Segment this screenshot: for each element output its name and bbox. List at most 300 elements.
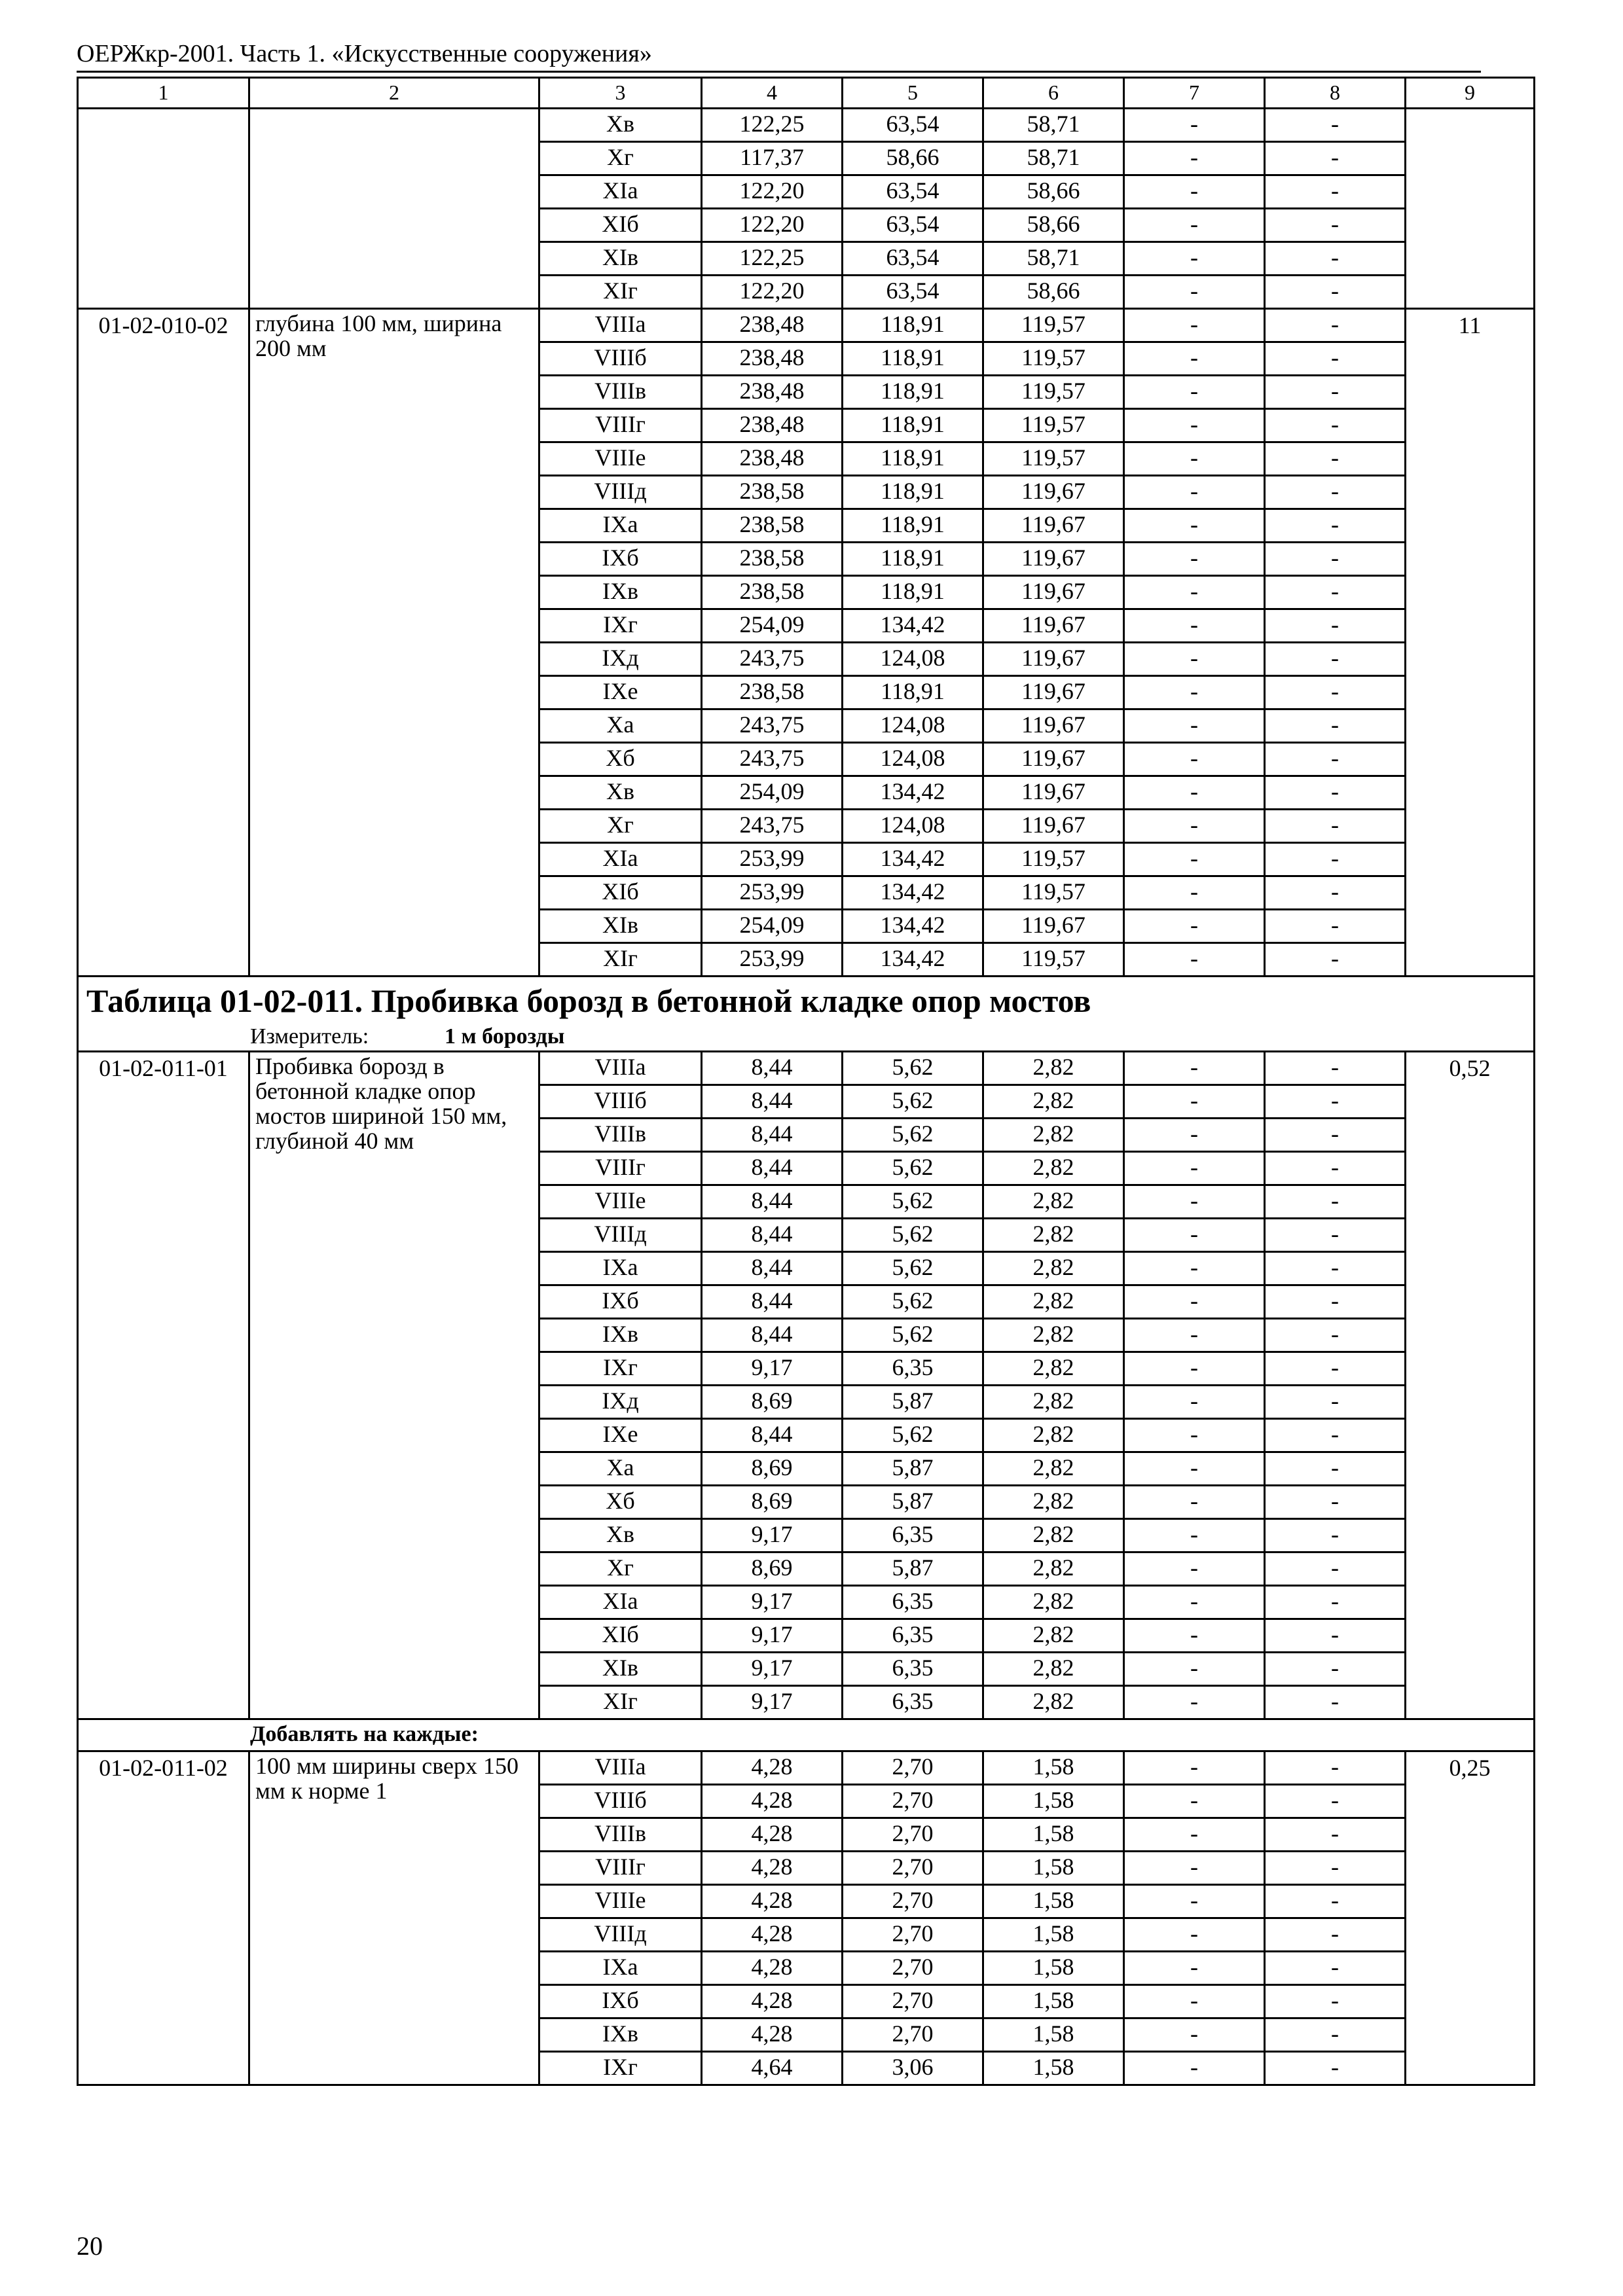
rate-description: 100 мм ширины сверх 150 мм к норме 1 bbox=[249, 1751, 539, 2085]
table-cell: 118,91 bbox=[843, 376, 983, 409]
table-cell: 6,35 bbox=[843, 1686, 983, 1719]
table-cell: - bbox=[1265, 376, 1406, 409]
table-cell: XIг bbox=[539, 943, 702, 977]
table-cell: VIIIе bbox=[539, 1185, 702, 1219]
table-cell: - bbox=[1124, 910, 1265, 943]
table-cell: - bbox=[1124, 1918, 1265, 1952]
column-header-row bbox=[78, 78, 1535, 109]
table-cell: - bbox=[1265, 142, 1406, 175]
table-cell: 253,99 bbox=[702, 876, 843, 910]
table-cell: IXв bbox=[539, 1319, 702, 1352]
table-cell: VIIIе bbox=[539, 442, 702, 476]
table-cell: - bbox=[1124, 1352, 1265, 1386]
table-cell: IXг bbox=[539, 2052, 702, 2085]
table-cell: 119,67 bbox=[983, 576, 1124, 609]
table-cell: 6,35 bbox=[843, 1352, 983, 1386]
table-cell: 63,54 bbox=[843, 276, 983, 309]
table-cell: 119,57 bbox=[983, 376, 1124, 409]
table-cell: - bbox=[1124, 1319, 1265, 1352]
table-row bbox=[78, 1052, 1535, 1085]
table-cell: 122,25 bbox=[702, 109, 843, 142]
table-cell: VIIIб bbox=[539, 1785, 702, 1818]
rate-description: Пробивка борозд в бетонной кладке опор мостов шириной 150 мм, глубиной 40 мм bbox=[249, 1052, 539, 1719]
table-cell: - bbox=[1265, 1519, 1406, 1552]
table-cell: - bbox=[1265, 342, 1406, 376]
table-cell: - bbox=[1124, 209, 1265, 242]
section-title-row bbox=[78, 977, 1535, 1025]
table-cell: XIа bbox=[539, 843, 702, 876]
table-cell: 124,08 bbox=[843, 643, 983, 676]
table-cell: 119,67 bbox=[983, 676, 1124, 709]
table-cell: Xв bbox=[539, 1519, 702, 1552]
table-cell: VIIIг bbox=[539, 1152, 702, 1185]
table-cell: - bbox=[1124, 109, 1265, 142]
table-cell: 2,70 bbox=[843, 1918, 983, 1952]
table-cell: 8,44 bbox=[702, 1285, 843, 1319]
table-cell: 238,58 bbox=[702, 576, 843, 609]
table-cell: 118,91 bbox=[843, 509, 983, 543]
table-cell: 134,42 bbox=[843, 609, 983, 643]
table-cell: - bbox=[1124, 1052, 1265, 1085]
column-header: 2 bbox=[249, 78, 539, 109]
col9-value bbox=[1406, 109, 1535, 309]
table-cell: VIIIа bbox=[539, 1751, 702, 1785]
table-cell: 58,66 bbox=[983, 175, 1124, 209]
table-cell: 238,48 bbox=[702, 376, 843, 409]
table-cell: 2,70 bbox=[843, 1985, 983, 2018]
table-cell: 243,75 bbox=[702, 643, 843, 676]
table-cell: - bbox=[1265, 1885, 1406, 1918]
table-cell: - bbox=[1265, 576, 1406, 609]
table-cell: - bbox=[1265, 609, 1406, 643]
table-cell: 4,28 bbox=[702, 1952, 843, 1985]
table-cell: - bbox=[1265, 709, 1406, 743]
table-cell: IXб bbox=[539, 543, 702, 576]
table-cell: 6,35 bbox=[843, 1653, 983, 1686]
table-cell: 238,58 bbox=[702, 476, 843, 509]
table-cell: - bbox=[1124, 1885, 1265, 1918]
table-cell: 5,62 bbox=[843, 1319, 983, 1352]
table-cell: 63,54 bbox=[843, 242, 983, 276]
table-cell: 2,70 bbox=[843, 1885, 983, 1918]
table-cell: VIIIб bbox=[539, 1085, 702, 1119]
table-cell: 5,62 bbox=[843, 1419, 983, 1452]
table-cell: - bbox=[1265, 1686, 1406, 1719]
table-cell: 2,82 bbox=[983, 1686, 1124, 1719]
table-cell: IXг bbox=[539, 1352, 702, 1386]
table-cell: - bbox=[1265, 1352, 1406, 1386]
table-cell: 58,66 bbox=[983, 276, 1124, 309]
table-cell: 1,58 bbox=[983, 2018, 1124, 2052]
table-cell: 5,62 bbox=[843, 1085, 983, 1119]
table-cell: - bbox=[1124, 1586, 1265, 1619]
table-cell: 5,87 bbox=[843, 1452, 983, 1486]
table-cell: - bbox=[1124, 1386, 1265, 1419]
table-cell: 9,17 bbox=[702, 1586, 843, 1619]
table-cell: 124,08 bbox=[843, 743, 983, 776]
table-cell: 5,62 bbox=[843, 1152, 983, 1185]
table-cell: 1,58 bbox=[983, 1852, 1124, 1885]
table-cell: - bbox=[1124, 1751, 1265, 1785]
table-cell: Xв bbox=[539, 109, 702, 142]
table-cell: 9,17 bbox=[702, 1619, 843, 1653]
table-cell: 253,99 bbox=[702, 843, 843, 876]
table-cell: - bbox=[1124, 1785, 1265, 1818]
table-cell: - bbox=[1124, 1619, 1265, 1653]
table-cell: IXа bbox=[539, 1952, 702, 1985]
page-number: 20 bbox=[77, 2231, 103, 2261]
table-cell: 6,35 bbox=[843, 1586, 983, 1619]
table-cell: - bbox=[1265, 1119, 1406, 1152]
table-cell: - bbox=[1124, 543, 1265, 576]
table-cell: - bbox=[1265, 109, 1406, 142]
table-cell: VIIIд bbox=[539, 476, 702, 509]
table-cell: - bbox=[1265, 2018, 1406, 2052]
table-cell: - bbox=[1265, 1386, 1406, 1419]
table-cell: 118,91 bbox=[843, 409, 983, 442]
table-cell: 119,67 bbox=[983, 709, 1124, 743]
table-cell: 119,67 bbox=[983, 910, 1124, 943]
table-cell: 2,82 bbox=[983, 1386, 1124, 1419]
table-cell: - bbox=[1124, 1185, 1265, 1219]
table-cell: Xв bbox=[539, 776, 702, 810]
table-cell: VIIIв bbox=[539, 1818, 702, 1852]
table-cell: - bbox=[1124, 1119, 1265, 1152]
table-cell: 1,58 bbox=[983, 1785, 1124, 1818]
table-cell: 243,75 bbox=[702, 743, 843, 776]
table-cell: - bbox=[1265, 1785, 1406, 1818]
table-cell: - bbox=[1124, 1419, 1265, 1452]
page-header: ОЕРЖкр-2001. Часть 1. «Искусственные сооружения» bbox=[77, 40, 652, 67]
table-cell: - bbox=[1124, 409, 1265, 442]
table-cell: - bbox=[1265, 1586, 1406, 1619]
table-cell: - bbox=[1124, 342, 1265, 376]
table-cell: - bbox=[1124, 1818, 1265, 1852]
meter-row bbox=[78, 1024, 1535, 1052]
table-cell: - bbox=[1265, 1751, 1406, 1785]
table-cell: 118,91 bbox=[843, 342, 983, 376]
table-cell: 8,44 bbox=[702, 1319, 843, 1352]
table-cell: 2,82 bbox=[983, 1119, 1124, 1152]
table-cell: 1,58 bbox=[983, 1952, 1124, 1985]
table-cell: XIг bbox=[539, 276, 702, 309]
table-cell: IXб bbox=[539, 1985, 702, 2018]
table-cell: - bbox=[1265, 1285, 1406, 1319]
table-cell: 118,91 bbox=[843, 676, 983, 709]
table-cell: 3,06 bbox=[843, 2052, 983, 2085]
table-cell: - bbox=[1265, 543, 1406, 576]
table-cell: 2,70 bbox=[843, 1818, 983, 1852]
table-cell: 2,70 bbox=[843, 1852, 983, 1885]
table-cell: - bbox=[1124, 509, 1265, 543]
table-cell: - bbox=[1265, 1252, 1406, 1285]
table-cell: - bbox=[1124, 1552, 1265, 1586]
table-cell: - bbox=[1265, 1818, 1406, 1852]
rate-description: глубина 100 мм, ширина 200 мм bbox=[249, 309, 539, 977]
table-cell: 1,58 bbox=[983, 2052, 1124, 2085]
table-cell: - bbox=[1124, 2052, 1265, 2085]
table-cell: - bbox=[1124, 376, 1265, 409]
table-cell: 2,82 bbox=[983, 1486, 1124, 1519]
table-cell: 2,82 bbox=[983, 1419, 1124, 1452]
table-cell: 254,09 bbox=[702, 910, 843, 943]
table-cell: 124,08 bbox=[843, 709, 983, 743]
table-cell: XIб bbox=[539, 876, 702, 910]
table-cell: 2,82 bbox=[983, 1452, 1124, 1486]
table-cell: 119,67 bbox=[983, 810, 1124, 843]
table-cell: - bbox=[1265, 743, 1406, 776]
table-cell: IXб bbox=[539, 1285, 702, 1319]
table-cell: - bbox=[1265, 1052, 1406, 1085]
table-cell: 119,57 bbox=[983, 943, 1124, 977]
table-cell: 4,64 bbox=[702, 2052, 843, 2085]
meter-label: Измеритель: bbox=[250, 1024, 369, 1049]
column-header: 6 bbox=[983, 78, 1124, 109]
table-cell: - bbox=[1265, 509, 1406, 543]
table-row bbox=[78, 1751, 1535, 1785]
table-cell: Xб bbox=[539, 1486, 702, 1519]
table-cell: - bbox=[1124, 309, 1265, 342]
add-each-row bbox=[78, 1719, 1535, 1751]
header-rule bbox=[77, 71, 1481, 73]
table-cell: - bbox=[1124, 1519, 1265, 1552]
table-cell: XIб bbox=[539, 209, 702, 242]
table-cell: - bbox=[1124, 676, 1265, 709]
table-cell: 8,44 bbox=[702, 1419, 843, 1452]
table-cell: - bbox=[1124, 1285, 1265, 1319]
table-cell: 243,75 bbox=[702, 709, 843, 743]
table-cell: - bbox=[1265, 1653, 1406, 1686]
table-cell: - bbox=[1124, 442, 1265, 476]
table-cell: 8,44 bbox=[702, 1085, 843, 1119]
table-cell: XIв bbox=[539, 1653, 702, 1686]
table-cell: 4,28 bbox=[702, 2018, 843, 2052]
table-cell: XIб bbox=[539, 1619, 702, 1653]
table-cell: 119,57 bbox=[983, 409, 1124, 442]
table-cell: 8,44 bbox=[702, 1185, 843, 1219]
table-cell: Xб bbox=[539, 743, 702, 776]
table-cell: 2,70 bbox=[843, 1952, 983, 1985]
table-cell: - bbox=[1265, 876, 1406, 910]
rate-description bbox=[249, 109, 539, 309]
table-cell: 2,82 bbox=[983, 1653, 1124, 1686]
table-cell: - bbox=[1124, 1653, 1265, 1686]
table-cell: IXа bbox=[539, 1252, 702, 1285]
table-cell: - bbox=[1265, 1419, 1406, 1452]
table-cell: - bbox=[1124, 1152, 1265, 1185]
table-cell: 2,82 bbox=[983, 1519, 1124, 1552]
table-cell: 1,58 bbox=[983, 1985, 1124, 2018]
table-cell: 2,82 bbox=[983, 1152, 1124, 1185]
table-cell: 4,28 bbox=[702, 1985, 843, 2018]
table-cell: Xг bbox=[539, 1552, 702, 1586]
table-cell: 2,70 bbox=[843, 2018, 983, 2052]
table-cell: - bbox=[1265, 943, 1406, 977]
table-cell: - bbox=[1265, 1085, 1406, 1119]
table-cell: 5,62 bbox=[843, 1185, 983, 1219]
meter-cell bbox=[78, 1024, 1535, 1052]
table-cell: 58,66 bbox=[983, 209, 1124, 242]
table-cell: - bbox=[1265, 309, 1406, 342]
table-cell: IXе bbox=[539, 1419, 702, 1452]
column-header: 7 bbox=[1124, 78, 1265, 109]
table-cell: VIIIе bbox=[539, 1885, 702, 1918]
table-cell: - bbox=[1124, 609, 1265, 643]
table-cell: XIа bbox=[539, 175, 702, 209]
table-cell: 2,82 bbox=[983, 1052, 1124, 1085]
table-cell: - bbox=[1265, 442, 1406, 476]
table-cell: 238,48 bbox=[702, 409, 843, 442]
table-cell: - bbox=[1124, 1985, 1265, 2018]
table-cell: 2,82 bbox=[983, 1552, 1124, 1586]
table-cell: - bbox=[1124, 1252, 1265, 1285]
table-cell: 118,91 bbox=[843, 476, 983, 509]
table-cell: 9,17 bbox=[702, 1519, 843, 1552]
table-cell: 1,58 bbox=[983, 1818, 1124, 1852]
table-cell: - bbox=[1124, 876, 1265, 910]
table-cell: - bbox=[1265, 409, 1406, 442]
table-cell: 5,62 bbox=[843, 1285, 983, 1319]
table-cell: - bbox=[1265, 910, 1406, 943]
table-cell: IXг bbox=[539, 609, 702, 643]
table-cell: 134,42 bbox=[843, 910, 983, 943]
table-cell: 2,82 bbox=[983, 1619, 1124, 1653]
table-cell: - bbox=[1124, 1219, 1265, 1252]
rate-code: 01-02-011-01 bbox=[78, 1052, 249, 1719]
table-cell: 119,57 bbox=[983, 843, 1124, 876]
table-cell: 8,69 bbox=[702, 1452, 843, 1486]
table-cell: - bbox=[1124, 943, 1265, 977]
table-cell: 238,48 bbox=[702, 309, 843, 342]
table-cell: 63,54 bbox=[843, 209, 983, 242]
table-cell: 5,62 bbox=[843, 1052, 983, 1085]
table-cell: 8,44 bbox=[702, 1119, 843, 1152]
column-header: 8 bbox=[1265, 78, 1406, 109]
table-cell: - bbox=[1124, 1686, 1265, 1719]
table-cell: 254,09 bbox=[702, 776, 843, 810]
table-cell: - bbox=[1124, 776, 1265, 810]
column-header: 5 bbox=[843, 78, 983, 109]
table-cell: - bbox=[1265, 1452, 1406, 1486]
table-cell: 238,58 bbox=[702, 676, 843, 709]
table-cell: 2,82 bbox=[983, 1185, 1124, 1219]
table-cell: - bbox=[1265, 1219, 1406, 1252]
table-cell: - bbox=[1124, 142, 1265, 175]
table-cell: VIIIв bbox=[539, 376, 702, 409]
table-cell: - bbox=[1124, 2018, 1265, 2052]
table-cell: - bbox=[1265, 1552, 1406, 1586]
table-cell: - bbox=[1265, 1619, 1406, 1653]
table-cell: Xа bbox=[539, 1452, 702, 1486]
table-cell: 117,37 bbox=[702, 142, 843, 175]
table-cell: 8,44 bbox=[702, 1052, 843, 1085]
table-cell: - bbox=[1265, 276, 1406, 309]
column-header: 9 bbox=[1406, 78, 1535, 109]
table-cell: - bbox=[1265, 776, 1406, 810]
table-cell: 2,82 bbox=[983, 1352, 1124, 1386]
table-cell: 8,44 bbox=[702, 1252, 843, 1285]
table-cell: - bbox=[1265, 843, 1406, 876]
table-cell: - bbox=[1265, 175, 1406, 209]
table-cell: - bbox=[1265, 476, 1406, 509]
table-cell: - bbox=[1124, 1852, 1265, 1885]
table-cell: - bbox=[1265, 242, 1406, 276]
table-cell: VIIIв bbox=[539, 1119, 702, 1152]
table-cell: 58,71 bbox=[983, 109, 1124, 142]
table-cell: 2,82 bbox=[983, 1586, 1124, 1619]
add-each-label: Добавлять на каждые: bbox=[250, 1722, 479, 1746]
table-cell: 122,20 bbox=[702, 209, 843, 242]
table-cell: - bbox=[1265, 1486, 1406, 1519]
rate-code: 01-02-011-02 bbox=[78, 1751, 249, 2085]
table-cell: 122,25 bbox=[702, 242, 843, 276]
table-cell: 118,91 bbox=[843, 543, 983, 576]
table-cell: 4,28 bbox=[702, 1818, 843, 1852]
table-cell: Xг bbox=[539, 142, 702, 175]
table-cell: 2,82 bbox=[983, 1285, 1124, 1319]
table-cell: - bbox=[1124, 843, 1265, 876]
column-header: 3 bbox=[539, 78, 702, 109]
table-cell: 119,57 bbox=[983, 309, 1124, 342]
table-cell: 2,82 bbox=[983, 1252, 1124, 1285]
table-cell: 238,48 bbox=[702, 342, 843, 376]
rate-code bbox=[78, 109, 249, 309]
table-cell: - bbox=[1265, 2052, 1406, 2085]
table-cell: IXе bbox=[539, 676, 702, 709]
table-body bbox=[78, 78, 1535, 2085]
table-cell: - bbox=[1265, 1319, 1406, 1352]
table-cell: - bbox=[1265, 676, 1406, 709]
table-cell: 134,42 bbox=[843, 943, 983, 977]
table-cell: - bbox=[1265, 1185, 1406, 1219]
meter-value: 1 м борозды bbox=[445, 1024, 565, 1049]
table-cell: 1,58 bbox=[983, 1751, 1124, 1785]
table-cell: 119,57 bbox=[983, 342, 1124, 376]
table-cell: 2,82 bbox=[983, 1085, 1124, 1119]
table-cell: 2,70 bbox=[843, 1751, 983, 1785]
table-cell: 63,54 bbox=[843, 109, 983, 142]
table-cell: - bbox=[1124, 743, 1265, 776]
table-cell: 5,62 bbox=[843, 1252, 983, 1285]
table-cell: 119,67 bbox=[983, 509, 1124, 543]
table-cell: 2,70 bbox=[843, 1785, 983, 1818]
table-cell: 5,87 bbox=[843, 1552, 983, 1586]
table-cell: 1,58 bbox=[983, 1918, 1124, 1952]
table-row bbox=[78, 309, 1535, 342]
table-cell: - bbox=[1265, 1985, 1406, 2018]
column-header: 1 bbox=[78, 78, 249, 109]
column-header: 4 bbox=[702, 78, 843, 109]
table-cell: Xг bbox=[539, 810, 702, 843]
table-cell: - bbox=[1124, 1452, 1265, 1486]
table-cell: 58,71 bbox=[983, 242, 1124, 276]
table-cell: - bbox=[1124, 175, 1265, 209]
table-cell: 118,91 bbox=[843, 442, 983, 476]
table-cell: - bbox=[1265, 1952, 1406, 1985]
table-cell: 2,82 bbox=[983, 1219, 1124, 1252]
table-cell: - bbox=[1124, 1952, 1265, 1985]
table-cell: 118,91 bbox=[843, 309, 983, 342]
table-cell: - bbox=[1124, 709, 1265, 743]
table-cell: 9,17 bbox=[702, 1352, 843, 1386]
table-cell: VIIIб bbox=[539, 342, 702, 376]
table-cell: 119,57 bbox=[983, 876, 1124, 910]
table-cell: VIIIа bbox=[539, 1052, 702, 1085]
table-cell: - bbox=[1265, 1852, 1406, 1885]
table-cell: 122,20 bbox=[702, 175, 843, 209]
table-cell: 5,62 bbox=[843, 1219, 983, 1252]
table-cell: Xа bbox=[539, 709, 702, 743]
